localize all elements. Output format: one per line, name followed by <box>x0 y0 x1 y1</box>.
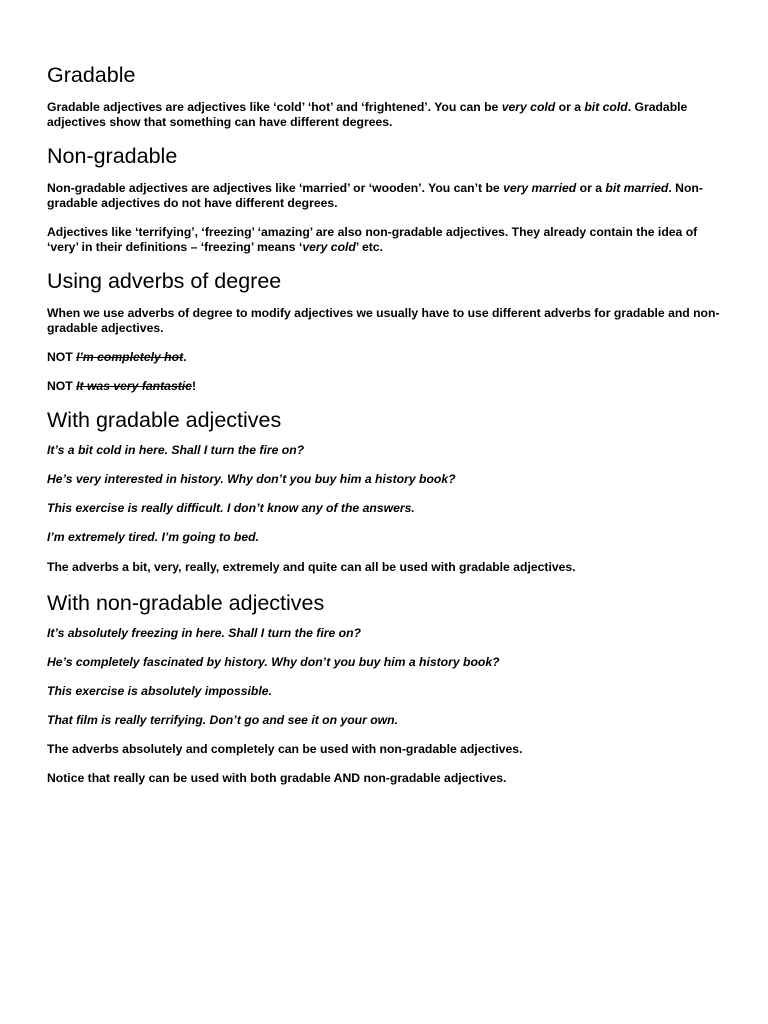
non-gradable-definition-paragraph <box>47 181 727 211</box>
gradable-example-4: I’m extremely tired. I’m going to bed. <box>47 530 259 544</box>
text-run: NOT <box>47 379 77 393</box>
italic-text-run: bit cold <box>584 100 628 114</box>
heading-using-adverbs-of-degree: Using adverbs of degree <box>47 269 282 293</box>
adverbs-intro-paragraph: When we use adverbs of degree to modify adjectives we usually have to use different adverbs for gradable and non-gradable adjectives. <box>47 306 720 335</box>
gradable-example-1: It’s a bit cold in here. Shall I turn the fire on? <box>47 443 305 457</box>
not-example-1 <box>47 350 727 365</box>
non-gradable-examples-paragraph <box>47 225 727 255</box>
text-run: Gradable adjectives are adjectives like ‘cold’ ‘hot’ and ‘frightened’. You can be <box>47 100 502 114</box>
heading-with-non-gradable-adjectives: With non-gradable adjectives <box>47 591 325 615</box>
gradable-example-2: He’s very interested in history. Why don’t you buy him a history book? <box>47 472 456 486</box>
non-gradable-example-3: This exercise is absolutely impossible. <box>47 684 272 698</box>
not-example-2 <box>47 379 727 394</box>
struck-example-text: I’m completely hot <box>76 350 184 364</box>
text-run: . Gradable adjectives show that something can have different degrees. <box>47 100 688 129</box>
non-gradable-example-4: That film is really terrifying. Don’t go and see it on your own. <box>47 713 398 727</box>
text-run: . <box>183 350 187 364</box>
text-run: ’ etc. <box>355 240 383 254</box>
italic-text-run: very married <box>503 181 577 195</box>
text-run: Non-gradable adjectives are adjectives like ‘married’ or ‘wooden’. You can’t be <box>47 181 504 195</box>
heading-with-gradable-adjectives: With gradable adjectives <box>47 408 282 432</box>
non-gradable-example-1: It’s absolutely freezing in here. Shall I turn the fire on? <box>47 626 361 640</box>
text-run: . Non-gradable adjectives do not have different degrees. <box>47 181 703 210</box>
italic-text-run: very cold <box>302 240 356 254</box>
italic-text-run: bit married <box>605 181 669 195</box>
non-gradable-adverbs-note: The adverbs absolutely and completely can be used with non-gradable adjectives. <box>47 742 523 756</box>
text-run: NOT <box>47 350 77 364</box>
heading-non-gradable: Non-gradable <box>47 144 178 168</box>
heading-gradable: Gradable <box>47 63 136 87</box>
gradable-definition-paragraph <box>47 100 727 130</box>
struck-example-text: It was very fantastic <box>76 379 192 393</box>
gradable-adverbs-note: The adverbs a bit, very, really, extremely and quite can all be used with gradable adjectives. <box>47 560 576 574</box>
text-run: or a <box>555 100 585 114</box>
really-usage-note: Notice that really can be used with both gradable AND non-gradable adjectives. <box>47 771 507 785</box>
text-run: Adjectives like ‘terrifying’, ‘freezing’ ‘amazing’ are also non-gradable adjectives. They already contain the idea of ‘very’ in their definitions – ‘freezing’ means ‘ <box>47 225 698 254</box>
italic-text-run: very cold <box>501 100 556 114</box>
text-run: ! <box>191 379 197 393</box>
gradable-example-3: This exercise is really difficult. I don’t know any of the answers. <box>47 501 415 515</box>
document-page <box>47 58 727 786</box>
non-gradable-example-2: He’s completely fascinated by history. Why don’t you buy him a history book? <box>47 655 500 669</box>
text-run: or a <box>576 181 606 195</box>
